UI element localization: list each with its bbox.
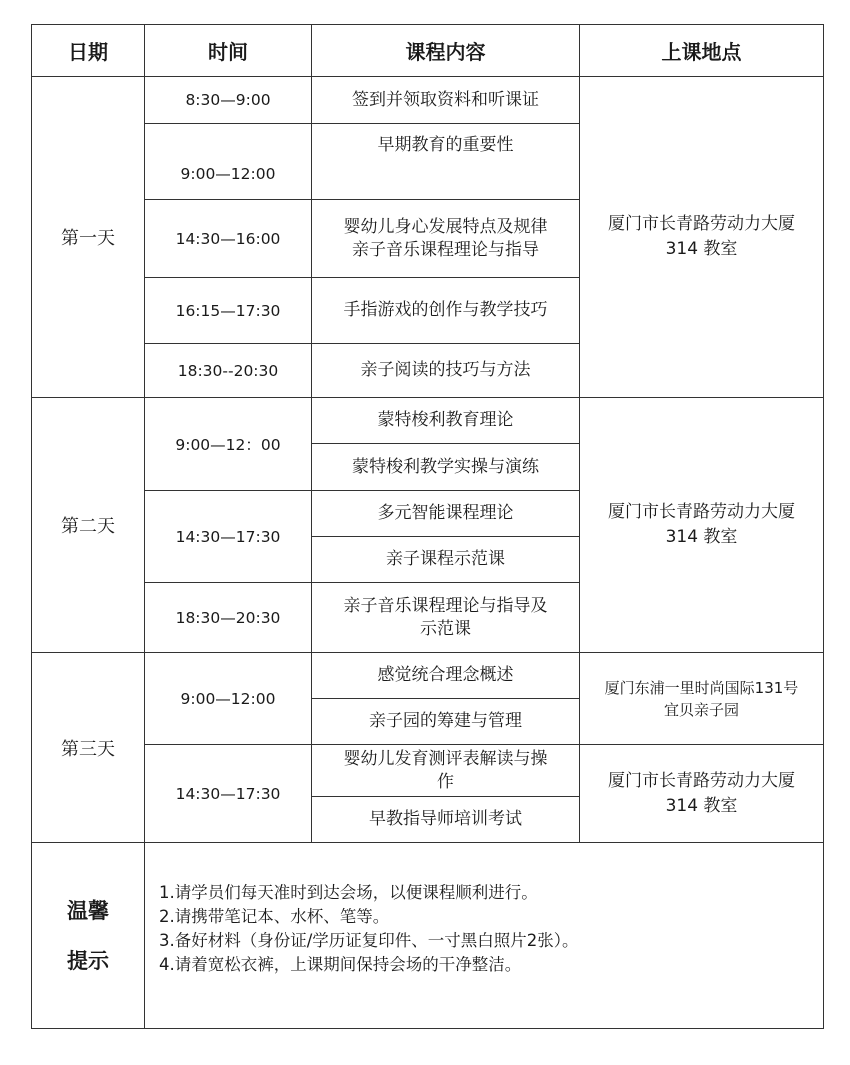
course-cell: 早期教育的重要性 — [312, 124, 580, 200]
time-cell: 9:00—12:00 — [145, 653, 312, 745]
tip-item: 2.请携带笔记本、水杯、笔等。 — [159, 907, 390, 926]
location-line: 厦门市长青路劳动力大厦 — [608, 770, 795, 791]
time-cell: 14:30—17:30 — [145, 745, 312, 843]
time-cell: 18:30—20:30 — [145, 583, 312, 653]
course-cell: 签到并领取资料和听课证 — [312, 77, 580, 124]
course-cell: 亲子阅读的技巧与方法 — [312, 344, 580, 398]
tips-row — [32, 843, 824, 1029]
location-room: 314 教室 — [665, 239, 738, 259]
tip-item: 1.请学员们每天准时到达会场，以便课程顺利进行。 — [159, 883, 538, 902]
course-line: 婴幼儿身心发展特点及规律 — [343, 216, 548, 237]
course-cell: 多元智能课程理论 — [312, 491, 580, 537]
course-cell: 蒙特梭利教育理论 — [312, 398, 580, 444]
time-cell: 14:30—17:30 — [145, 491, 312, 583]
course-cell — [312, 745, 580, 797]
tips-label-line: 温馨 — [67, 898, 109, 923]
course-line: 作 — [437, 771, 454, 792]
time-cell: 9:00—12:00 — [145, 124, 312, 200]
course-cell: 早教指导师培训考试 — [312, 797, 580, 843]
table-row — [32, 77, 824, 124]
day-one: 第一天 — [32, 77, 145, 398]
location-day-three-am — [580, 653, 824, 745]
day-two: 第二天 — [32, 398, 145, 653]
course-line: 亲子音乐课程理论与指导及 — [343, 595, 548, 616]
course-cell — [312, 583, 580, 653]
time-cell: 9:00—12：00 — [145, 398, 312, 491]
table-row — [32, 745, 824, 797]
course-cell: 亲子课程示范课 — [312, 537, 580, 583]
day-three: 第三天 — [32, 653, 145, 843]
time-cell: 18:30--20:30 — [145, 344, 312, 398]
location-day-two — [580, 398, 824, 653]
location-day-three-pm — [580, 745, 824, 843]
location-line: 厦门东浦一里时尚国际131号 — [604, 678, 799, 697]
location-room: 314 教室 — [665, 795, 738, 816]
schedule — [31, 24, 823, 1030]
table-row — [32, 653, 824, 699]
tips-body — [145, 843, 824, 1029]
time-cell: 14:30—16:00 — [145, 200, 312, 278]
schedule-table — [31, 24, 824, 1029]
course-cell: 感觉统合理念概述 — [312, 653, 580, 699]
course-line: 示范课 — [420, 618, 471, 639]
tips-label-line: 提示 — [67, 948, 109, 973]
time-cell: 16:15—17:30 — [145, 278, 312, 344]
course-line: 亲子音乐课程理论与指导 — [352, 239, 539, 260]
time-cell: 8:30—9:00 — [145, 77, 312, 124]
course-cell: 蒙特梭利教学实操与演练 — [312, 444, 580, 491]
location-day-one — [580, 77, 824, 398]
location-line: 厦门市长青路劳动力大厦 — [608, 502, 795, 522]
course-cell: 亲子园的筹建与管理 — [312, 699, 580, 745]
course-cell: 手指游戏的创作与教学技巧 — [312, 278, 580, 344]
tip-item: 3.备好材料（身份证/学历证复印件、一寸黑白照片2张）。 — [159, 931, 579, 950]
header-row — [32, 25, 824, 77]
course-cell — [312, 200, 580, 278]
location-line: 厦门市长青路劳动力大厦 — [608, 214, 795, 234]
tip-item: 4.请着宽松衣裤，上课期间保持会场的干净整洁。 — [159, 955, 522, 974]
course-line: 婴幼儿发育测评表解读与操 — [343, 748, 548, 769]
header-date: 日期 — [32, 25, 145, 77]
header-time: 时间 — [145, 25, 312, 77]
location-line: 宜贝亲子园 — [663, 700, 739, 719]
header-course: 课程内容 — [312, 25, 580, 77]
location-room: 314 教室 — [665, 527, 738, 547]
tips-label — [32, 843, 145, 1029]
header-location: 上课地点 — [580, 25, 824, 77]
table-row — [32, 398, 824, 444]
